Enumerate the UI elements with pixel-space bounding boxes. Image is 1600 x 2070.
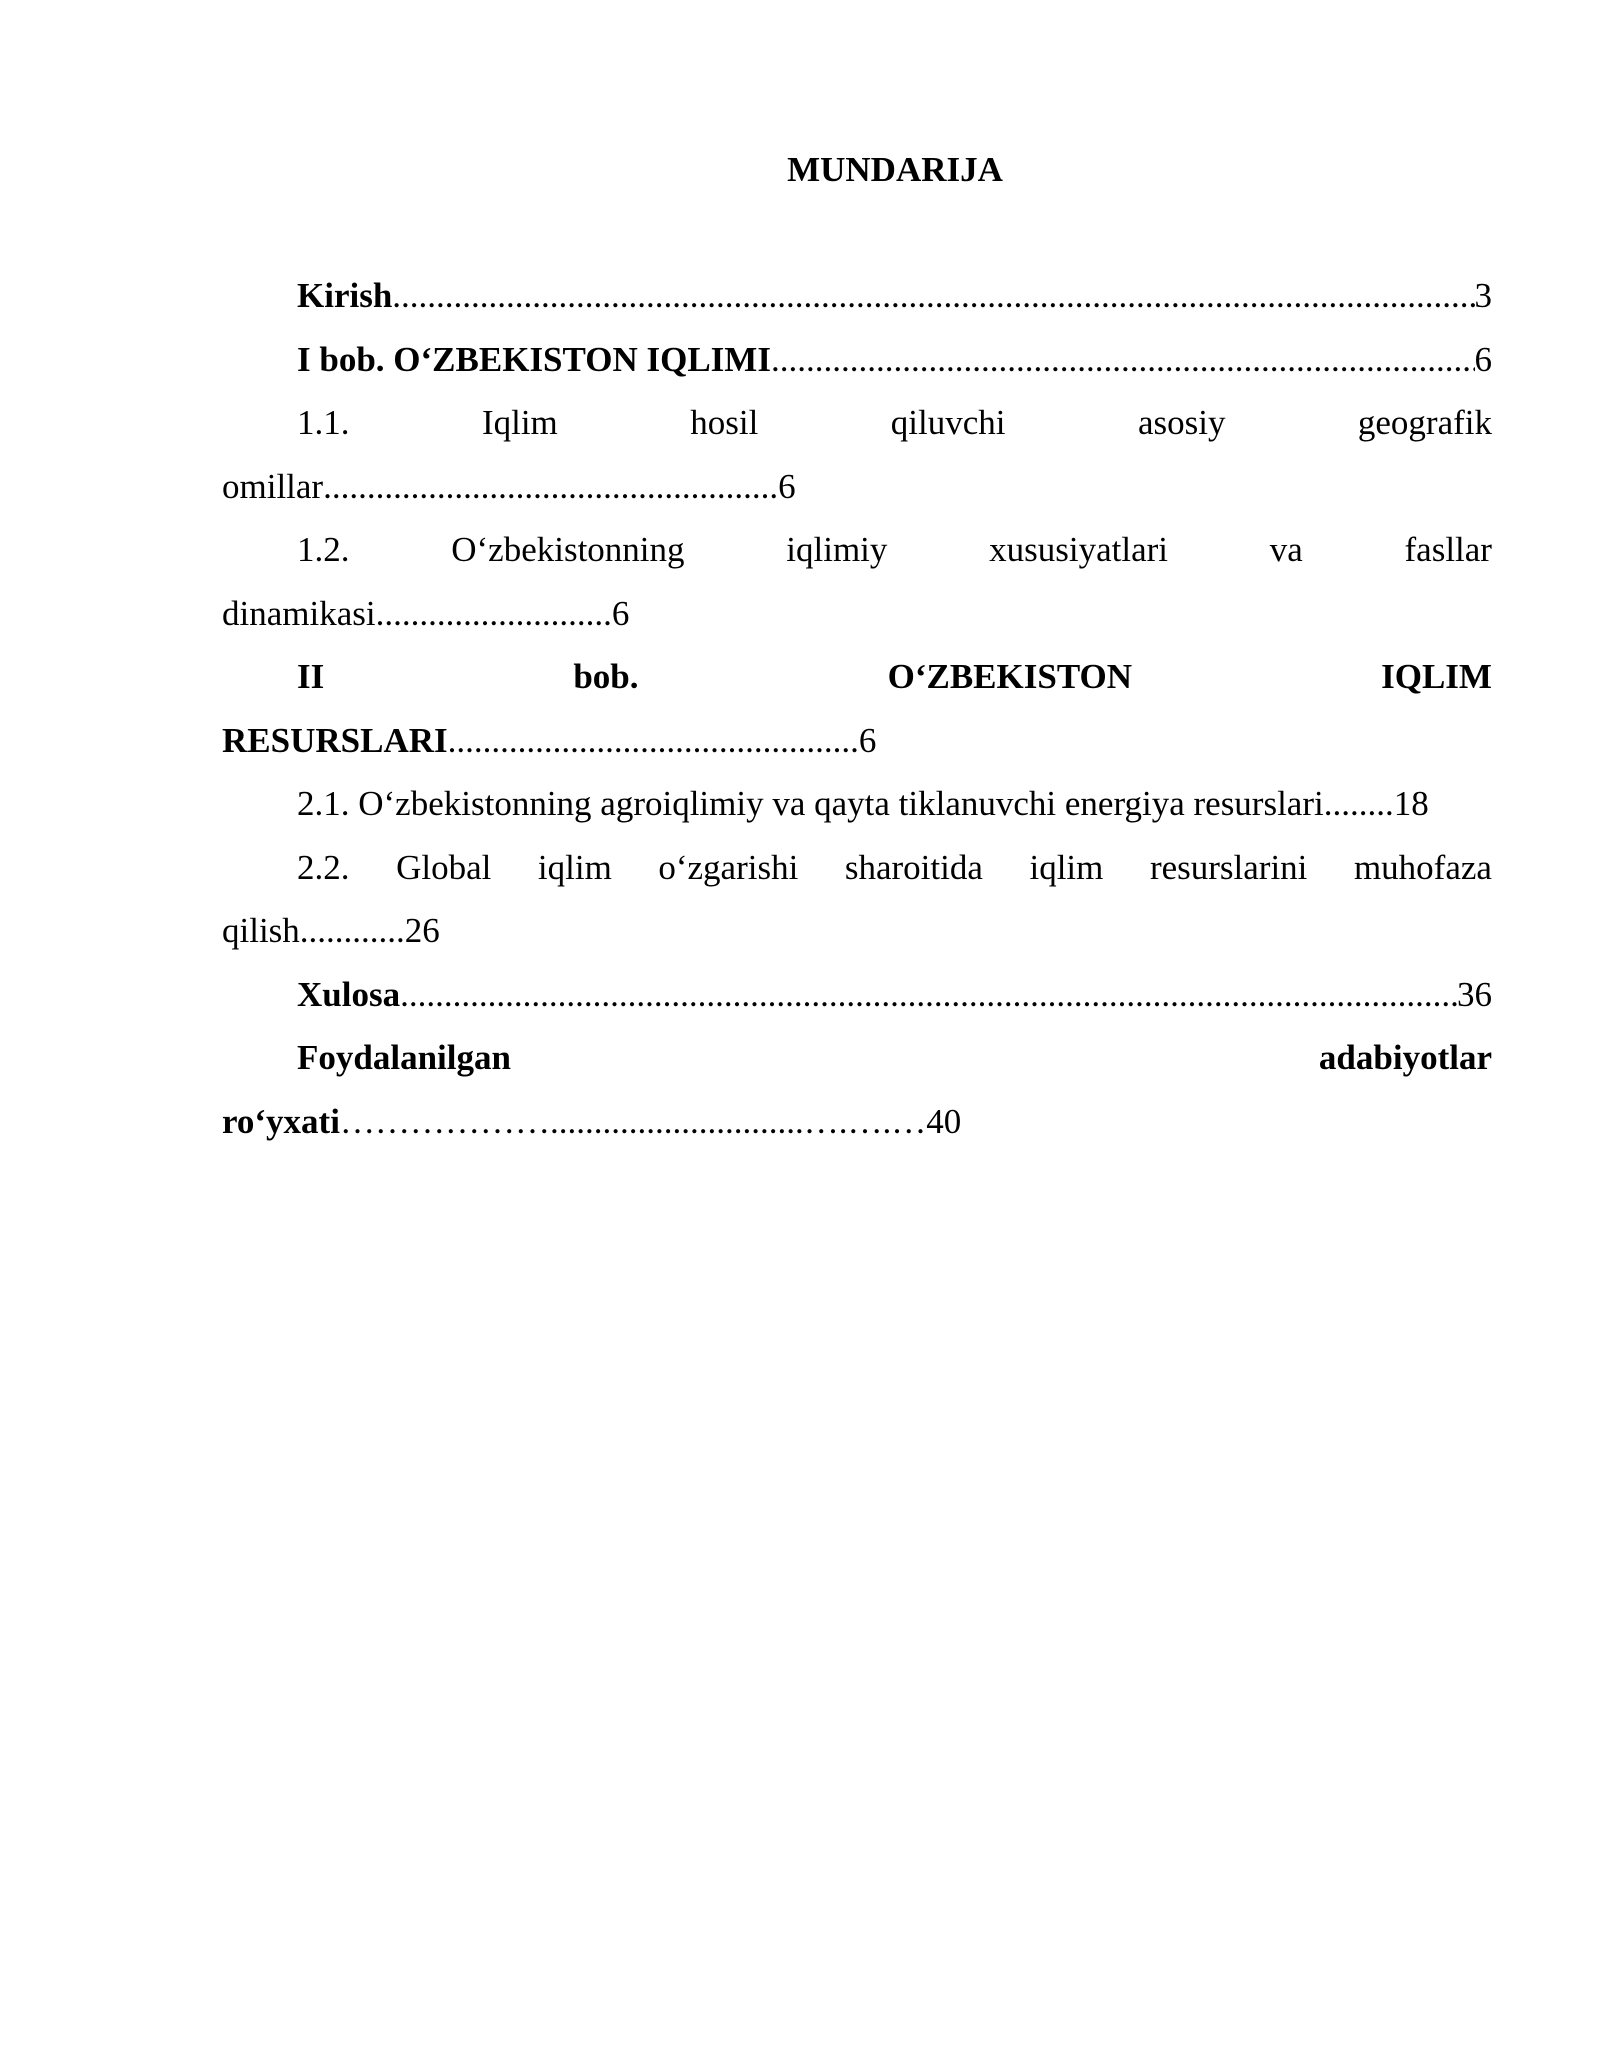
dot-leader: ....................................................: [323, 466, 779, 506]
toc-word: O‘ZBEKISTON: [887, 657, 1133, 696]
toc-page-number: 26: [404, 911, 440, 950]
toc-entry-section-2-2[interactable]: [222, 843, 1492, 907]
toc-entry-label: qilish: [222, 911, 300, 950]
toc-word: sharoitida: [844, 847, 983, 887]
toc-word: va: [1269, 530, 1303, 569]
toc-word: Global: [396, 847, 492, 887]
dot-leader: [771, 335, 1475, 385]
toc-entry-label: RESURSLARI: [222, 720, 448, 760]
toc-page-number: 36: [1457, 974, 1492, 1014]
toc-entry-label: omillar: [222, 466, 324, 506]
toc-entry-label: Xulosa: [297, 974, 401, 1014]
toc-page-number: 6: [611, 593, 630, 633]
toc-entry-section-2-1[interactable]: [222, 779, 1492, 843]
toc-word: 1.2.: [297, 530, 350, 569]
toc-entry-references[interactable]: [222, 1033, 1492, 1097]
toc-page-number: 18: [1393, 784, 1429, 823]
toc-entry-references-continuation[interactable]: [222, 1097, 1492, 1161]
toc-entry-label: 2.1. O‘zbekistonning agroiqlimiy va qayta tiklanuvchi energiya resurslari: [297, 784, 1324, 823]
toc-page-number: 6: [858, 720, 877, 760]
toc-word: iqlimiy: [786, 530, 888, 569]
toc-entry-kirish[interactable]: [222, 271, 1492, 335]
toc-word: IQLIM: [1381, 657, 1492, 696]
dot-leader: [400, 970, 1457, 1020]
toc-entry-section-1-1-continuation[interactable]: [222, 462, 1492, 526]
toc-word: asosiy: [1137, 403, 1226, 442]
toc-word: 1.1.: [297, 403, 350, 442]
toc-word: iqlim: [1029, 847, 1104, 887]
toc-entry-section-1-1[interactable]: [222, 398, 1492, 462]
toc-word: geografik: [1357, 403, 1492, 442]
toc-entry-section-2-2-continuation[interactable]: [222, 906, 1492, 970]
dot-leader: ............: [299, 911, 405, 950]
toc-page-number: 3: [1474, 276, 1492, 315]
toc-word: qiluvchi: [890, 403, 1006, 442]
dot-leader: ...............................................: [447, 720, 859, 760]
toc-word: xususiyatlari: [989, 530, 1168, 569]
toc-entry-chapter-2-continuation[interactable]: [222, 716, 1492, 780]
toc-entry-chapter-2[interactable]: [222, 652, 1492, 716]
toc-page-number: 6: [778, 466, 796, 506]
toc-entry-label: dinamikasi: [222, 593, 376, 633]
toc-word: resurslarini: [1149, 847, 1308, 887]
toc-page-number: 40: [926, 1101, 962, 1141]
toc-word: o‘zgarishi: [658, 847, 799, 887]
toc-word: iqlim: [537, 847, 612, 887]
toc-word: II: [297, 657, 325, 696]
toc-entry-chapter-1[interactable]: [222, 335, 1492, 399]
toc-entry-label: ro‘yxati: [222, 1101, 340, 1141]
toc-word: Foydalanilgan: [297, 1038, 511, 1077]
toc-word: adabiyotlar: [1318, 1038, 1492, 1077]
page-title: MUNDARIJA: [787, 150, 1003, 189]
toc-word: Iqlim: [481, 403, 558, 442]
toc-word: fasllar: [1404, 530, 1492, 569]
toc-page-number: 6: [1474, 339, 1492, 379]
dot-leader: ……………….............................….….…: [339, 1101, 927, 1141]
toc-entry-label: Kirish: [297, 276, 393, 315]
toc-word: hosil: [690, 403, 759, 442]
table-of-contents: [222, 271, 1492, 1160]
toc-word: bob.: [573, 657, 639, 696]
toc-entry-section-1-2-continuation[interactable]: [222, 589, 1492, 653]
toc-entry-label: I bob. O‘ZBEKISTON IQLIMI: [297, 339, 771, 379]
toc-word: 2.2.: [297, 847, 350, 887]
dot-leader: ........: [1323, 784, 1394, 823]
toc-entry-section-1-2[interactable]: [222, 525, 1492, 589]
dot-leader: [392, 271, 1474, 321]
toc-word: O‘zbekistonning: [451, 530, 685, 569]
dot-leader: ...........................: [375, 593, 612, 633]
toc-entry-xulosa[interactable]: [222, 970, 1492, 1034]
toc-word: muhofaza: [1353, 847, 1492, 887]
